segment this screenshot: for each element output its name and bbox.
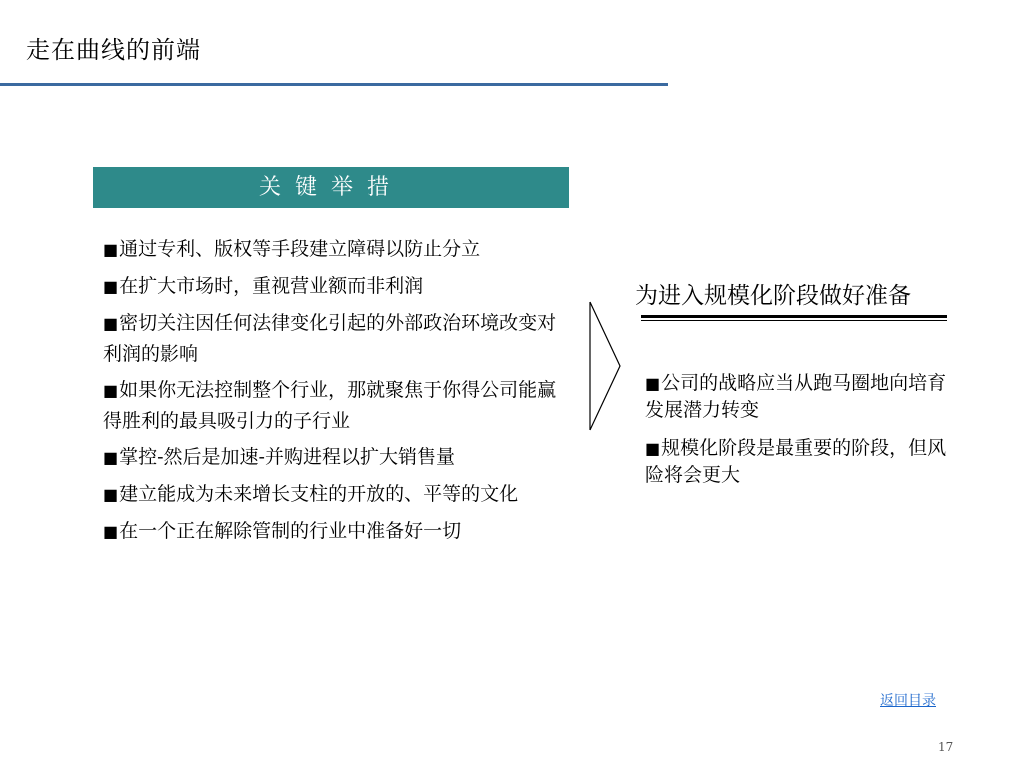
- list-item: [103, 516, 563, 547]
- square-bullet-icon: ■: [103, 522, 119, 541]
- right-heading: 为进入规模化阶段做好准备: [635, 283, 911, 309]
- square-bullet-icon: ■: [645, 439, 661, 458]
- square-bullet-icon: ■: [103, 485, 119, 504]
- square-bullet-icon: ■: [103, 448, 119, 467]
- list-item: [103, 308, 563, 369]
- list-item-text: 密切关注因任何法律变化引起的外部政治环境改变对利润的影响: [103, 312, 557, 365]
- chevron-right-icon: [588, 300, 624, 432]
- page-number: 17: [938, 740, 954, 754]
- square-bullet-icon: ■: [103, 277, 119, 296]
- list-item-text: 通过专利、版权等手段建立障碍以防止分立: [119, 238, 481, 260]
- list-item-text: 在扩大市场时，重视营业额而非利润: [119, 275, 424, 297]
- page-title: 走在曲线的前端: [26, 36, 201, 64]
- square-bullet-icon: ■: [103, 381, 119, 400]
- key-measures-list: [103, 234, 563, 553]
- square-bullet-icon: ■: [103, 240, 119, 259]
- heading-divider-thick: [641, 315, 947, 318]
- title-divider: [0, 83, 668, 86]
- square-bullet-icon: ■: [103, 314, 119, 333]
- list-item: [103, 234, 563, 265]
- list-item-text: 如果你无法控制整个行业，那就聚焦于你得公司能赢得胜利的最具吸引力的子行业: [103, 379, 557, 432]
- list-item: [645, 435, 950, 488]
- list-item-text: 公司的战略应当从跑马圈地向培育发展潜力转变: [645, 372, 947, 421]
- list-item: [103, 375, 563, 436]
- list-item-text: 规模化阶段是最重要的阶段，但风险将会更大: [645, 437, 947, 486]
- back-to-contents-link[interactable]: 返回目录: [880, 693, 936, 709]
- list-item: [103, 442, 563, 473]
- list-item-text: 建立能成为未来增长支柱的开放的、平等的文化: [119, 483, 519, 505]
- heading-divider-thin: [641, 320, 947, 321]
- list-item: [103, 271, 563, 302]
- list-item: [645, 370, 950, 423]
- list-item: [103, 479, 563, 510]
- list-item-text: 掌控-然后是加速-并购进程以扩大销售量: [119, 446, 455, 468]
- key-measures-header: 关键举措: [93, 167, 569, 208]
- scale-stage-list: [645, 370, 950, 500]
- list-item-text: 在一个正在解除管制的行业中准备好一切: [119, 520, 462, 542]
- square-bullet-icon: ■: [645, 374, 661, 393]
